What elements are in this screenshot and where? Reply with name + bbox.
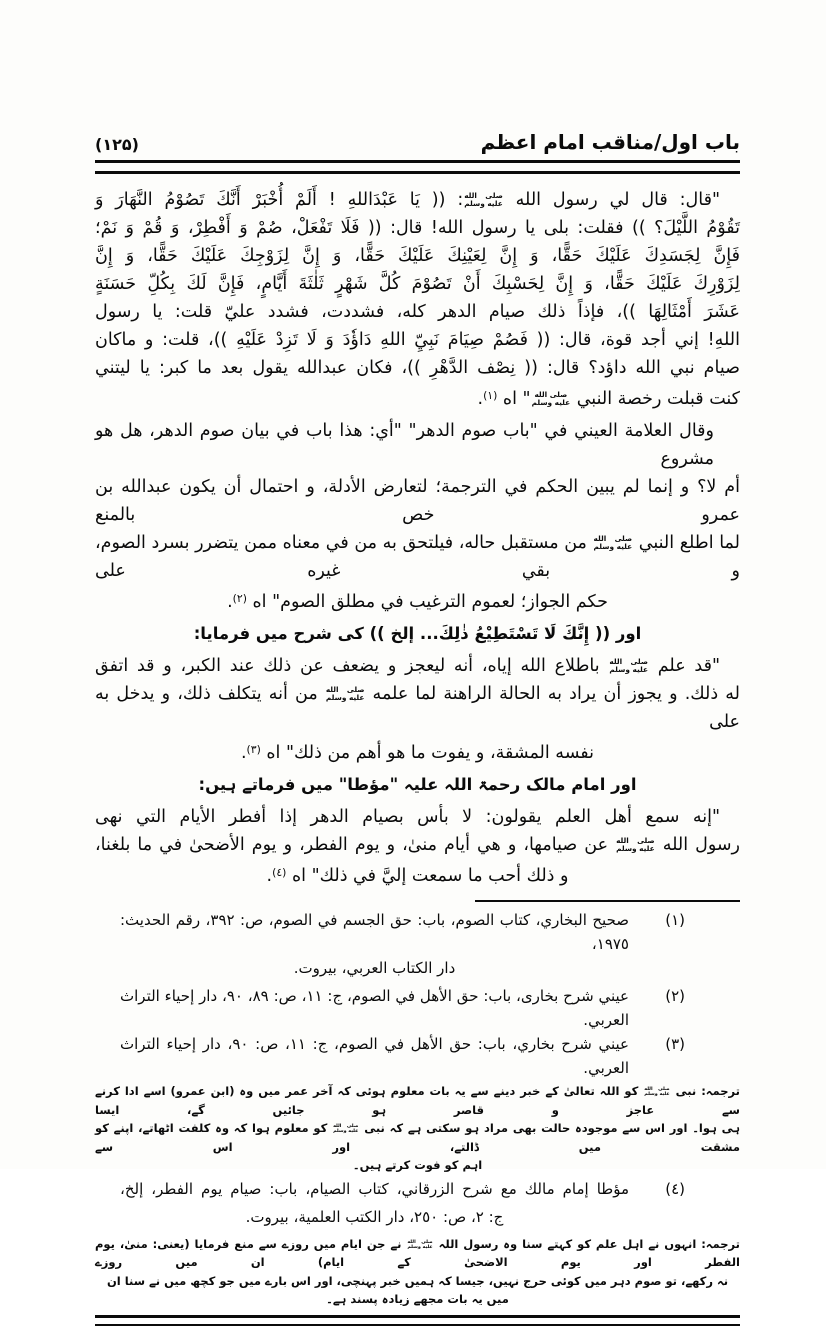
footnote-ref: (٤) — [272, 866, 287, 879]
header-double-rule — [95, 160, 740, 174]
urdu-text-line: ہی ہوا۔ اور اس سے موجودہ حالت بھی مراد ہو سکتی ہے کہ نبی صلى الله عليه وسلم کو معلوم ہوا کہ وہ کلفت اٹھاتے، اپنے کو مشقت میں ڈالتے، اور اس سے — [95, 1121, 740, 1154]
text-line: و ذلك أحب ما سمعت إليَّ في ذلك" اه $^{(٤)}$. — [266, 866, 569, 886]
salawat-symbol: صلى الله عليه وسلم — [333, 1124, 359, 1135]
urdu-text-line: اہم کو فوت کرتے ہیں۔ — [352, 1158, 483, 1172]
urdu-intro-line-2 — [95, 771, 740, 799]
chapter-title: باب اول/مناقب امام اعظم — [480, 130, 740, 154]
urdu-translation-note-1 — [95, 1082, 740, 1175]
text-line: اور امام مالک رحمۃ اللہ علیہ "مؤطا" میں فرماتے ہیں: — [198, 775, 637, 794]
urdu-translation-note-2 — [95, 1235, 740, 1309]
text-line: "إنه سمع أهل العلم يقولون: لا بأس بصيام الدهر إذا أفطر الأيام التي نهى — [95, 807, 720, 827]
footnote-text-line: مؤطا إمام مالك مع شرح الزرقاني، كتاب الصيام، باب: صيام يوم الفطر، إلخ، — [120, 1179, 629, 1198]
urdu-text-line: ترجمہ: نبی صلى الله عليه وسلم کو اللہ تعالیٰ کے خبر دینے سے یہ بات معلوم ہوئی کہ آخر عمر میں وہ (ابن عمرو) اسے ادا کرنے سے عاجز و قاصر ہو جائیں گے، ایسا — [95, 1084, 741, 1117]
footnote-number: (٢) — [665, 987, 685, 1005]
footnote-ref: (١) — [483, 389, 498, 402]
sharh-quote-paragraph — [95, 652, 740, 767]
footnote-ref: (٣) — [246, 743, 261, 756]
text-line: عَشَرَ أَمْثَالِهَا ))، فإذاً ذلك صيام الدهر كله، فشددت، فشدد عليّ قلت: يا رسول — [95, 302, 740, 322]
footnote-number: (١) — [665, 911, 685, 929]
text-line: لِزَوْرِكَ عَلَيْكَ حَقًّا، وَ إِنَّ لِحَسْبِكَ أَنْ تَصُوْمَ كُلَّ شَهْرٍ ثَلٰثَةَ أَيَّامٍ، فَإِنَّ لَكَ بِكُلِّ حَسَنَةٍ — [95, 274, 740, 294]
text-line: اللهِ! إني أجد قوة، قال: (( فَصُمْ صِيَامَ نَبِيِّ اللهِ دَاؤٗدَ وَ لَا تَزِدْ عَلَيْهِ ))، قلت: و ماكان — [95, 330, 740, 350]
text-line: "قد علم صلى الله عليه وسلم باطلاع الله إياه، أنه ليعجز و يضعف عن ذلك عند الكبر، و قد اتفق — [95, 656, 721, 676]
text-line: فَإِنَّ لِجَسَدِكَ عَلَيْكَ حَقًّا، وَ إِنَّ لِعَيْنِكَ عَلَيْكَ حَقًّا، وَ إِنَّ لِزَوْجِكَ عَلَيْكَ حَقًّا، وَ إِنَّ — [95, 246, 740, 266]
footnote-text-line: ج: ٢، ص: ٢٥٠، دار الكتب العلمية، بيروت. — [245, 1207, 504, 1226]
urdu-intro-line-1 — [95, 620, 740, 648]
footnote-ref: (٢) — [232, 592, 247, 605]
salawat-symbol: صلى الله عليه وسلم — [593, 534, 633, 551]
footnote-number: (٣) — [665, 1035, 685, 1053]
footnote-text-line: عيني شرح بخاري، باب: حق الأهل في الصوم، ج: ١١، ص: ٩٠، دار إحياء التراث العربي. — [120, 1035, 629, 1077]
text-line: نفسه المشقة، و يفوت ما هو أهم من ذلك" اه $^{(٣)}$. — [240, 743, 595, 763]
text-line: لما اطلع النبي صلى الله عليه وسلم من مستقبل حاله، فيلتحق به من في معناه ممن يتضرر بسرد الصوم، و بقي غيره على — [95, 533, 740, 581]
muwatta-quote-paragraph — [95, 803, 740, 890]
footnote-1 — [120, 908, 685, 984]
main-text — [95, 186, 740, 890]
text-line: حكم الجواز؛ لعموم الترغيب في مطلق الصوم" اه $^{(٢)}$. — [227, 592, 608, 612]
footnote-separator — [475, 900, 740, 902]
salawat-symbol: صلى الله عليه وسلم — [616, 836, 655, 853]
text-line: اور (( إِنَّكَ لَا تَسْتَطِيْعُ ذٰلِكَ... إلخ )) کی شرح میں فرمایا: — [193, 624, 642, 643]
text-line: أم لا؟ و إنما لم يبين الحكم في الترجمة؛ لتعارض الأدلة، و احتمال أن يكون عبدالله بن عمرو خص بالمنع — [95, 477, 740, 525]
page-number: (۱۲۵) — [95, 135, 139, 154]
text-line: صيام نبي الله داؤد؟ قال: (( نِصْف الدَّهْرِ ))، فكان عبدالله يقول بعد ما كبر: يا ليتني — [95, 358, 740, 378]
footnote-3 — [120, 1032, 685, 1080]
urdu-text-line: نہ رکھے، تو صوم دہر میں کوئی حرج نہیں، جیسا کہ ہمیں خبر پہنچی، اور اس بارے میں جو کچھ میں نے سنا ان میں یہ بات مجھے زیادہ پسند ہے۔ — [106, 1273, 729, 1306]
urdu-text-line: ترجمہ: انہوں نے اہل علم کو کہتے سنا وہ رسول اللہ صلى الله عليه وسلم نے جن ایام میں روزے سے منع فرمایا (یعنی: منیٰ، یوم الفطر اور یوم الاضحیٰ کے ایام) ان میں روزے — [95, 1236, 741, 1269]
footnote-text-line: دار الكتاب العربي، بيروت. — [293, 959, 456, 977]
text-line: تَقُوْمُ اللَّيْلَ؟ )) فقلت: بلى يا رسول الله! قال: (( فَلَا تَفْعَلْ، صُمْ وَ أَفْطِرْ، وَ قُمْ وَ نَمْ؛ — [95, 218, 740, 238]
text-line: "قال: قال لي رسول الله صلى الله عليه وسلم: (( يَا عَبْدَاللهِ ! أَلَمْ أُخْبَرْ أَنَّكَ تَصُوْمُ النَّهَارَ وَ — [95, 190, 720, 210]
salawat-symbol: صلى الله عليه وسلم — [325, 685, 365, 702]
salawat-symbol: صلى الله عليه وسلم — [464, 191, 503, 208]
salawat-symbol: صلى الله عليه وسلم — [407, 1239, 433, 1250]
aini-commentary-paragraph — [95, 417, 740, 616]
footnote-text-line: صحيح البخاري، كتاب الصوم، باب: حق الجسم في الصوم، ص: ٣٩٢، رقم الحديث: ١٩٧٥، — [120, 911, 629, 953]
footnote-number: (٤) — [665, 1179, 685, 1198]
hadith-quote-paragraph — [95, 186, 740, 413]
footnote-4 — [120, 1177, 685, 1233]
footnotes-section — [95, 908, 740, 1309]
footnote-text-line: عيني شرح بخاری، باب: حق الأهل في الصوم، ج: ١١، ص: ٨٩، ٩٠، دار إحياء التراث العربي. — [120, 987, 629, 1029]
salawat-symbol: صلى الله عليه وسلم — [609, 657, 648, 674]
page-header — [95, 122, 740, 154]
footer-double-rule — [95, 1315, 740, 1326]
salawat-symbol: صلى الله عليه وسلم — [531, 390, 571, 407]
text-line: رسول الله صلى الله عليه وسلم عن صيامها، و هي أيام منىٰ، و يوم الفطر، و يوم الأضحىٰ في ما بلغنا، — [95, 835, 740, 855]
salawat-symbol: صلى الله عليه وسلم — [644, 1087, 670, 1098]
text-line: له ذلك. و يجوز أن يراد به الحالة الراهنة لما علمه صلى الله عليه وسلم من أنه يتكلف ذلك، و يدخل به على — [95, 684, 740, 732]
text-line: وقال العلامة العيني في "باب صوم الدهر" "أي: هذا باب في بيان صوم الدهر، هل هو مشروع — [95, 421, 714, 469]
text-line: كنت قبلت رخصة النبي صلى الله عليه وسلم" اه $^{(١)}$. — [477, 389, 740, 409]
footnote-2 — [120, 984, 685, 1032]
